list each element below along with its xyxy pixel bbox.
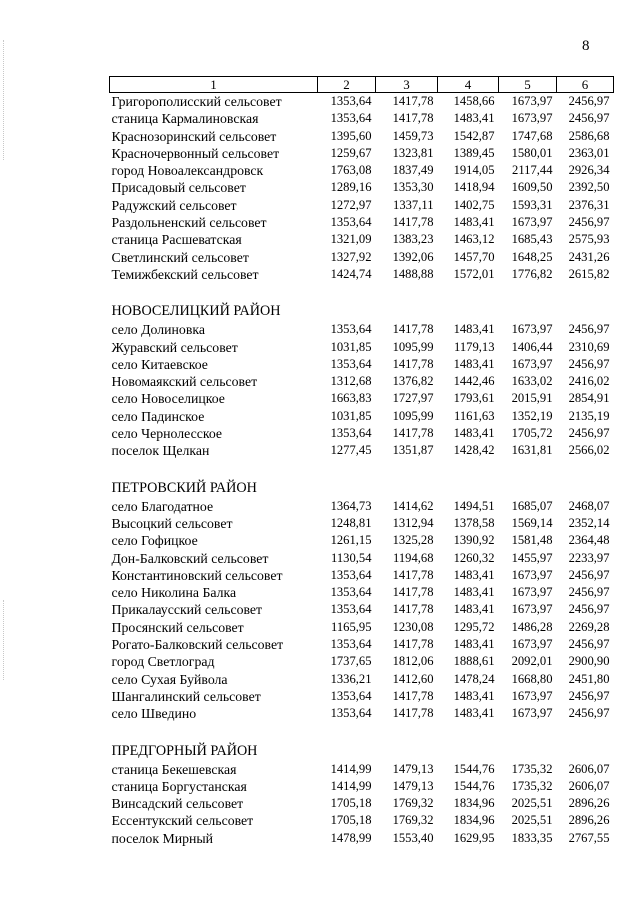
value-cell: 1353,64: [330, 356, 372, 371]
value-cell: 1812,06: [392, 654, 434, 669]
value-cell: 1663,83: [330, 391, 372, 406]
value-cell: 1417,78: [392, 215, 434, 230]
value-cell: 1259,67: [330, 145, 372, 160]
value-cell: 1483,41: [453, 585, 495, 600]
table-row: [110, 567, 614, 584]
value-cell: 2376,31: [568, 197, 610, 212]
table-row: [110, 93, 614, 111]
value-cell: 1272,97: [330, 197, 372, 212]
value-cell: 2416,02: [568, 374, 610, 389]
value-cell: 1633,02: [511, 374, 553, 389]
value-cell: 1353,64: [330, 215, 372, 230]
section-spacer: [110, 460, 614, 479]
value-cell: 2456,97: [568, 215, 610, 230]
value-cell: 1312,94: [392, 515, 434, 530]
value-cell: 1705,18: [330, 796, 372, 811]
value-cell: 2269,28: [568, 619, 610, 634]
table-row: [110, 584, 614, 601]
table-row: [110, 830, 614, 847]
value-cell: 1494,51: [453, 498, 495, 513]
district-title: ПЕТРОВСКИЙ РАЙОН: [111, 479, 257, 496]
value-cell: 2456,97: [568, 356, 610, 371]
table-row: [110, 356, 614, 373]
settlement-name: Журавский сельсовет: [111, 339, 238, 355]
section-spacer: [110, 283, 614, 302]
value-cell: 2896,26: [568, 813, 610, 828]
value-cell: 1389,45: [453, 145, 495, 160]
value-cell: 1735,32: [511, 761, 553, 776]
table-row: [110, 197, 614, 214]
value-cell: 1417,78: [392, 322, 434, 337]
value-cell: 2117,44: [512, 163, 553, 178]
table-row: [110, 408, 614, 425]
table-row: [110, 515, 614, 532]
value-cell: 1417,78: [392, 94, 434, 108]
value-cell: 1428,42: [453, 443, 495, 458]
page-number: 8: [582, 38, 590, 54]
settlement-name: Винсадский сельсовет: [111, 796, 244, 812]
settlement-name: Рогато-Балковский сельсовет: [111, 637, 284, 653]
value-cell: 1260,32: [453, 550, 495, 565]
value-cell: 1414,99: [330, 761, 372, 776]
value-cell: 1353,64: [330, 567, 372, 582]
district-title: ПРЕДГОРНЫЙ РАЙОН: [111, 742, 258, 759]
value-cell: 1424,74: [330, 266, 372, 281]
value-cell: 2896,26: [568, 796, 610, 811]
value-cell: 2900,90: [568, 654, 610, 669]
settlement-name: Краснозоринский сельсовет: [111, 128, 277, 144]
value-cell: 2456,97: [568, 111, 610, 126]
table-row: [110, 812, 614, 829]
table-row: [110, 110, 614, 127]
column-header: 5: [499, 77, 557, 93]
value-cell: 1417,78: [392, 585, 434, 600]
value-cell: 1834,96: [453, 813, 495, 828]
value-cell: 1455,97: [511, 550, 553, 565]
table-row: [110, 266, 614, 283]
value-cell: 1095,99: [392, 339, 434, 354]
settlement-name: Новомаякский сельсовет: [111, 374, 258, 390]
table-row: [110, 249, 614, 266]
value-cell: 1478,24: [453, 671, 495, 686]
value-cell: 1337,11: [393, 197, 434, 212]
settlement-name: город Новоалександровск: [111, 163, 264, 179]
margin-dots: [3, 40, 5, 160]
settlement-name: Красночервонный сельсовет: [111, 145, 280, 161]
settlement-name: поселок Мирный: [111, 830, 214, 846]
value-cell: 1483,41: [453, 688, 495, 703]
value-cell: 1364,73: [330, 498, 372, 513]
value-cell: 1483,41: [453, 602, 495, 617]
value-cell: 1673,97: [511, 637, 553, 652]
value-cell: 1581,48: [511, 533, 553, 548]
settlement-name: село Сухая Буйвола: [111, 671, 228, 687]
settlement-name: Радужский сельсовет: [111, 197, 237, 213]
value-cell: 1376,82: [392, 374, 434, 389]
value-cell: 1629,95: [453, 830, 495, 845]
settlement-name: Константиновский сельсовет: [111, 567, 283, 583]
value-cell: 2451,80: [568, 671, 610, 686]
value-cell: 1194,68: [393, 550, 434, 565]
value-cell: 1353,30: [392, 180, 434, 195]
value-cell: 1417,78: [392, 356, 434, 371]
table-row: [110, 442, 614, 459]
table-row: [110, 339, 614, 356]
value-cell: 1737,65: [330, 654, 372, 669]
settlement-name: Шангалинский сельсовет: [111, 688, 261, 704]
value-cell: 1230,08: [392, 619, 434, 634]
value-cell: 1395,60: [330, 128, 372, 143]
value-cell: 2926,34: [568, 163, 610, 178]
value-cell: 2364,48: [568, 533, 610, 548]
value-cell: 2352,14: [568, 515, 610, 530]
value-cell: 1569,14: [511, 515, 553, 530]
value-cell: 2606,07: [568, 778, 610, 793]
district-section-header: [110, 302, 614, 321]
district-section-header: [110, 742, 614, 761]
settlement-name: Присадовый сельсовет: [111, 180, 246, 196]
value-cell: 1418,94: [453, 180, 495, 195]
value-cell: 1705,18: [330, 813, 372, 828]
value-cell: 1402,75: [453, 197, 495, 212]
value-cell: 1295,72: [453, 619, 495, 634]
value-cell: 1776,82: [511, 266, 553, 281]
settlement-name: село Долиновка: [111, 322, 205, 338]
value-cell: 1459,73: [392, 128, 434, 143]
value-cell: 1705,72: [511, 426, 553, 441]
table-row: [110, 373, 614, 390]
settlement-name: Прикалаусский сельсовет: [111, 602, 263, 618]
value-cell: 1544,76: [453, 778, 495, 793]
table-row: [110, 778, 614, 795]
value-cell: 2310,69: [568, 339, 610, 354]
value-cell: 1353,64: [330, 706, 372, 721]
value-cell: 1769,32: [392, 796, 434, 811]
value-cell: 2456,97: [568, 637, 610, 652]
value-cell: 1572,01: [453, 266, 495, 281]
table-row: [110, 145, 614, 162]
value-cell: 1406,44: [511, 339, 553, 354]
value-cell: 1483,41: [453, 322, 495, 337]
value-cell: 2456,97: [568, 602, 610, 617]
settlement-name: село Гофицкое: [111, 533, 198, 549]
value-cell: 1463,12: [453, 232, 495, 247]
value-cell: 1412,60: [392, 671, 434, 686]
value-cell: 1685,43: [511, 232, 553, 247]
table-row: [110, 128, 614, 145]
value-cell: 1353,64: [330, 585, 372, 600]
section-spacer: [110, 723, 614, 742]
value-cell: 1383,23: [392, 232, 434, 247]
value-cell: 2456,97: [568, 585, 610, 600]
settlement-name: Раздольненский сельсовет: [111, 215, 267, 231]
value-cell: 2135,19: [568, 408, 610, 423]
district-section-header: [110, 479, 614, 498]
value-cell: 2092,01: [511, 654, 553, 669]
value-cell: 1378,58: [453, 515, 495, 530]
table-row: [110, 162, 614, 179]
column-header: 3: [376, 77, 438, 93]
value-cell: 1673,97: [511, 356, 553, 371]
value-cell: 1277,45: [330, 443, 372, 458]
value-cell: 1631,81: [511, 443, 553, 458]
value-cell: 1479,13: [392, 778, 434, 793]
value-cell: 1483,41: [453, 637, 495, 652]
tariff-table: [109, 76, 614, 847]
value-cell: 1593,31: [511, 197, 553, 212]
value-cell: 2575,93: [568, 232, 610, 247]
value-cell: 2456,97: [568, 706, 610, 721]
column-header: 2: [318, 77, 376, 93]
column-header: 6: [557, 77, 614, 93]
settlement-name: город Светлоград: [111, 654, 215, 670]
value-cell: 1673,97: [511, 94, 553, 108]
value-cell: 1488,88: [392, 266, 434, 281]
value-cell: 1312,68: [330, 374, 372, 389]
value-cell: 1325,28: [392, 533, 434, 548]
table-row: [110, 688, 614, 705]
table-row: [110, 425, 614, 442]
settlement-name: Высоцкий сельсовет: [111, 515, 233, 531]
value-cell: 1478,99: [330, 830, 372, 845]
settlement-name: село Китаевское: [111, 356, 208, 372]
value-cell: 1353,64: [330, 94, 372, 108]
value-cell: 1161,63: [454, 408, 495, 423]
value-cell: 1353,64: [330, 637, 372, 652]
value-cell: 1483,41: [453, 426, 495, 441]
table-row: [110, 532, 614, 549]
value-cell: 1414,62: [392, 498, 434, 513]
table-row: [110, 550, 614, 567]
value-cell: 1673,97: [511, 706, 553, 721]
value-cell: 1580,01: [511, 145, 553, 160]
value-cell: 1031,85: [330, 339, 372, 354]
value-cell: 1837,49: [392, 163, 434, 178]
value-cell: 1542,87: [453, 128, 495, 143]
settlement-name: село Николина Балка: [111, 585, 237, 601]
settlement-name: станица Расшеватская: [111, 232, 242, 248]
value-cell: 1673,97: [511, 111, 553, 126]
table-row: [110, 498, 614, 515]
value-cell: 1392,06: [392, 249, 434, 264]
settlement-name: Светлинский сельсовет: [111, 249, 249, 265]
table-row: [110, 179, 614, 196]
value-cell: 1417,78: [392, 602, 434, 617]
value-cell: 2468,07: [568, 498, 610, 513]
value-cell: 1486,28: [511, 619, 553, 634]
value-cell: 1417,78: [392, 567, 434, 582]
value-cell: 1673,97: [511, 322, 553, 337]
value-cell: 1353,64: [330, 322, 372, 337]
value-cell: 1031,85: [330, 408, 372, 423]
settlement-name: Ессентукский сельсовет: [111, 813, 254, 829]
value-cell: 1417,78: [392, 637, 434, 652]
table-row: [110, 636, 614, 653]
table-row: [110, 231, 614, 248]
value-cell: 1165,95: [331, 619, 372, 634]
value-cell: 2456,97: [568, 322, 610, 337]
value-cell: 1353,64: [330, 688, 372, 703]
table-row: [110, 321, 614, 338]
table-row: [110, 795, 614, 812]
value-cell: 1442,46: [453, 374, 495, 389]
table-body: [110, 93, 614, 847]
value-cell: 2767,55: [568, 830, 610, 845]
margin-dots: [3, 600, 5, 680]
value-cell: 2615,82: [568, 266, 610, 281]
value-cell: 2456,97: [568, 426, 610, 441]
value-cell: 1457,70: [453, 249, 495, 264]
district-title: НОВОСЕЛИЦКИЙ РАЙОН: [111, 303, 281, 320]
value-cell: 1321,09: [330, 232, 372, 247]
value-cell: 1673,97: [511, 567, 553, 582]
value-cell: 1483,41: [453, 215, 495, 230]
value-cell: 1747,68: [511, 128, 553, 143]
value-cell: 1763,08: [330, 163, 372, 178]
value-cell: 1417,78: [392, 688, 434, 703]
column-header: 4: [438, 77, 499, 93]
value-cell: 1336,21: [330, 671, 372, 686]
value-cell: 1179,13: [454, 339, 495, 354]
value-cell: 1390,92: [453, 533, 495, 548]
value-cell: 1833,35: [511, 830, 553, 845]
table-row: [110, 653, 614, 670]
settlement-name: станица Бекешевская: [111, 761, 237, 777]
value-cell: 1483,41: [453, 567, 495, 582]
value-cell: 1483,41: [453, 356, 495, 371]
column-header: 1: [110, 77, 318, 93]
settlement-name: поселок Щелкан: [111, 443, 210, 459]
value-cell: 1553,40: [392, 830, 434, 845]
value-cell: 1834,96: [453, 796, 495, 811]
value-cell: 1289,16: [330, 180, 372, 195]
value-cell: 1414,99: [330, 778, 372, 793]
value-cell: 1327,92: [330, 249, 372, 264]
settlement-name: село Шведино: [111, 706, 197, 722]
settlement-name: село Падинское: [111, 408, 205, 424]
value-cell: 1353,64: [330, 111, 372, 126]
value-cell: 2015,91: [511, 391, 553, 406]
value-cell: 1544,76: [453, 761, 495, 776]
value-cell: 2233,97: [568, 550, 610, 565]
value-cell: 2456,97: [568, 567, 610, 582]
settlement-name: село Новоселицкое: [111, 391, 225, 407]
value-cell: 1888,61: [453, 654, 495, 669]
value-cell: 2606,07: [568, 761, 610, 776]
value-cell: 1685,07: [511, 498, 553, 513]
value-cell: 1648,25: [511, 249, 553, 264]
value-cell: 1769,32: [392, 813, 434, 828]
table-header-row: [110, 77, 614, 93]
settlement-name: село Благодатное: [111, 498, 214, 514]
settlement-name: Темижбекский сельсовет: [111, 266, 259, 282]
value-cell: 1352,19: [511, 408, 553, 423]
value-cell: 1673,97: [511, 688, 553, 703]
value-cell: 1793,61: [453, 391, 495, 406]
value-cell: 2025,51: [511, 796, 553, 811]
value-cell: 1668,80: [511, 671, 553, 686]
value-cell: 1673,97: [511, 602, 553, 617]
value-cell: 1353,64: [330, 602, 372, 617]
settlement-name: село Чернолесское: [111, 426, 223, 442]
value-cell: 1353,64: [330, 426, 372, 441]
table-row: [110, 619, 614, 636]
value-cell: 1458,66: [453, 94, 495, 108]
value-cell: 1261,15: [330, 533, 372, 548]
value-cell: 1727,97: [392, 391, 434, 406]
value-cell: 2854,91: [568, 391, 610, 406]
value-cell: 1673,97: [511, 215, 553, 230]
table-row: [110, 214, 614, 231]
settlement-name: станица Кармалиновская: [111, 111, 259, 127]
settlement-name: Григорополисский сельсовет: [111, 94, 282, 109]
value-cell: 1351,87: [392, 443, 434, 458]
value-cell: 2363,01: [568, 145, 610, 160]
value-cell: 2456,97: [568, 94, 610, 108]
value-cell: 2586,68: [568, 128, 610, 143]
settlement-name: Просянский сельсовет: [111, 619, 244, 635]
value-cell: 2025,51: [511, 813, 553, 828]
value-cell: 1914,05: [453, 163, 495, 178]
value-cell: 1673,97: [511, 585, 553, 600]
settlement-name: Дон-Балковский сельсовет: [111, 550, 269, 566]
value-cell: 1735,32: [511, 778, 553, 793]
value-cell: 1323,81: [392, 145, 434, 160]
value-cell: 2392,50: [568, 180, 610, 195]
value-cell: 1130,54: [331, 550, 372, 565]
value-cell: 1248,81: [330, 515, 372, 530]
table-row: [110, 601, 614, 618]
value-cell: 1095,99: [392, 408, 434, 423]
value-cell: 1417,78: [392, 706, 434, 721]
value-cell: 1417,78: [392, 426, 434, 441]
value-cell: 1483,41: [453, 111, 495, 126]
value-cell: 2566,02: [568, 443, 610, 458]
settlement-name: станица Боргустанская: [111, 778, 247, 794]
table-row: [110, 390, 614, 407]
value-cell: 1417,78: [392, 111, 434, 126]
value-cell: 1483,41: [453, 706, 495, 721]
value-cell: 2456,97: [568, 688, 610, 703]
table-row: [110, 705, 614, 722]
table-row: [110, 671, 614, 688]
value-cell: 2431,26: [568, 249, 610, 264]
value-cell: 1609,50: [511, 180, 553, 195]
table-row: [110, 761, 614, 778]
value-cell: 1479,13: [392, 761, 434, 776]
